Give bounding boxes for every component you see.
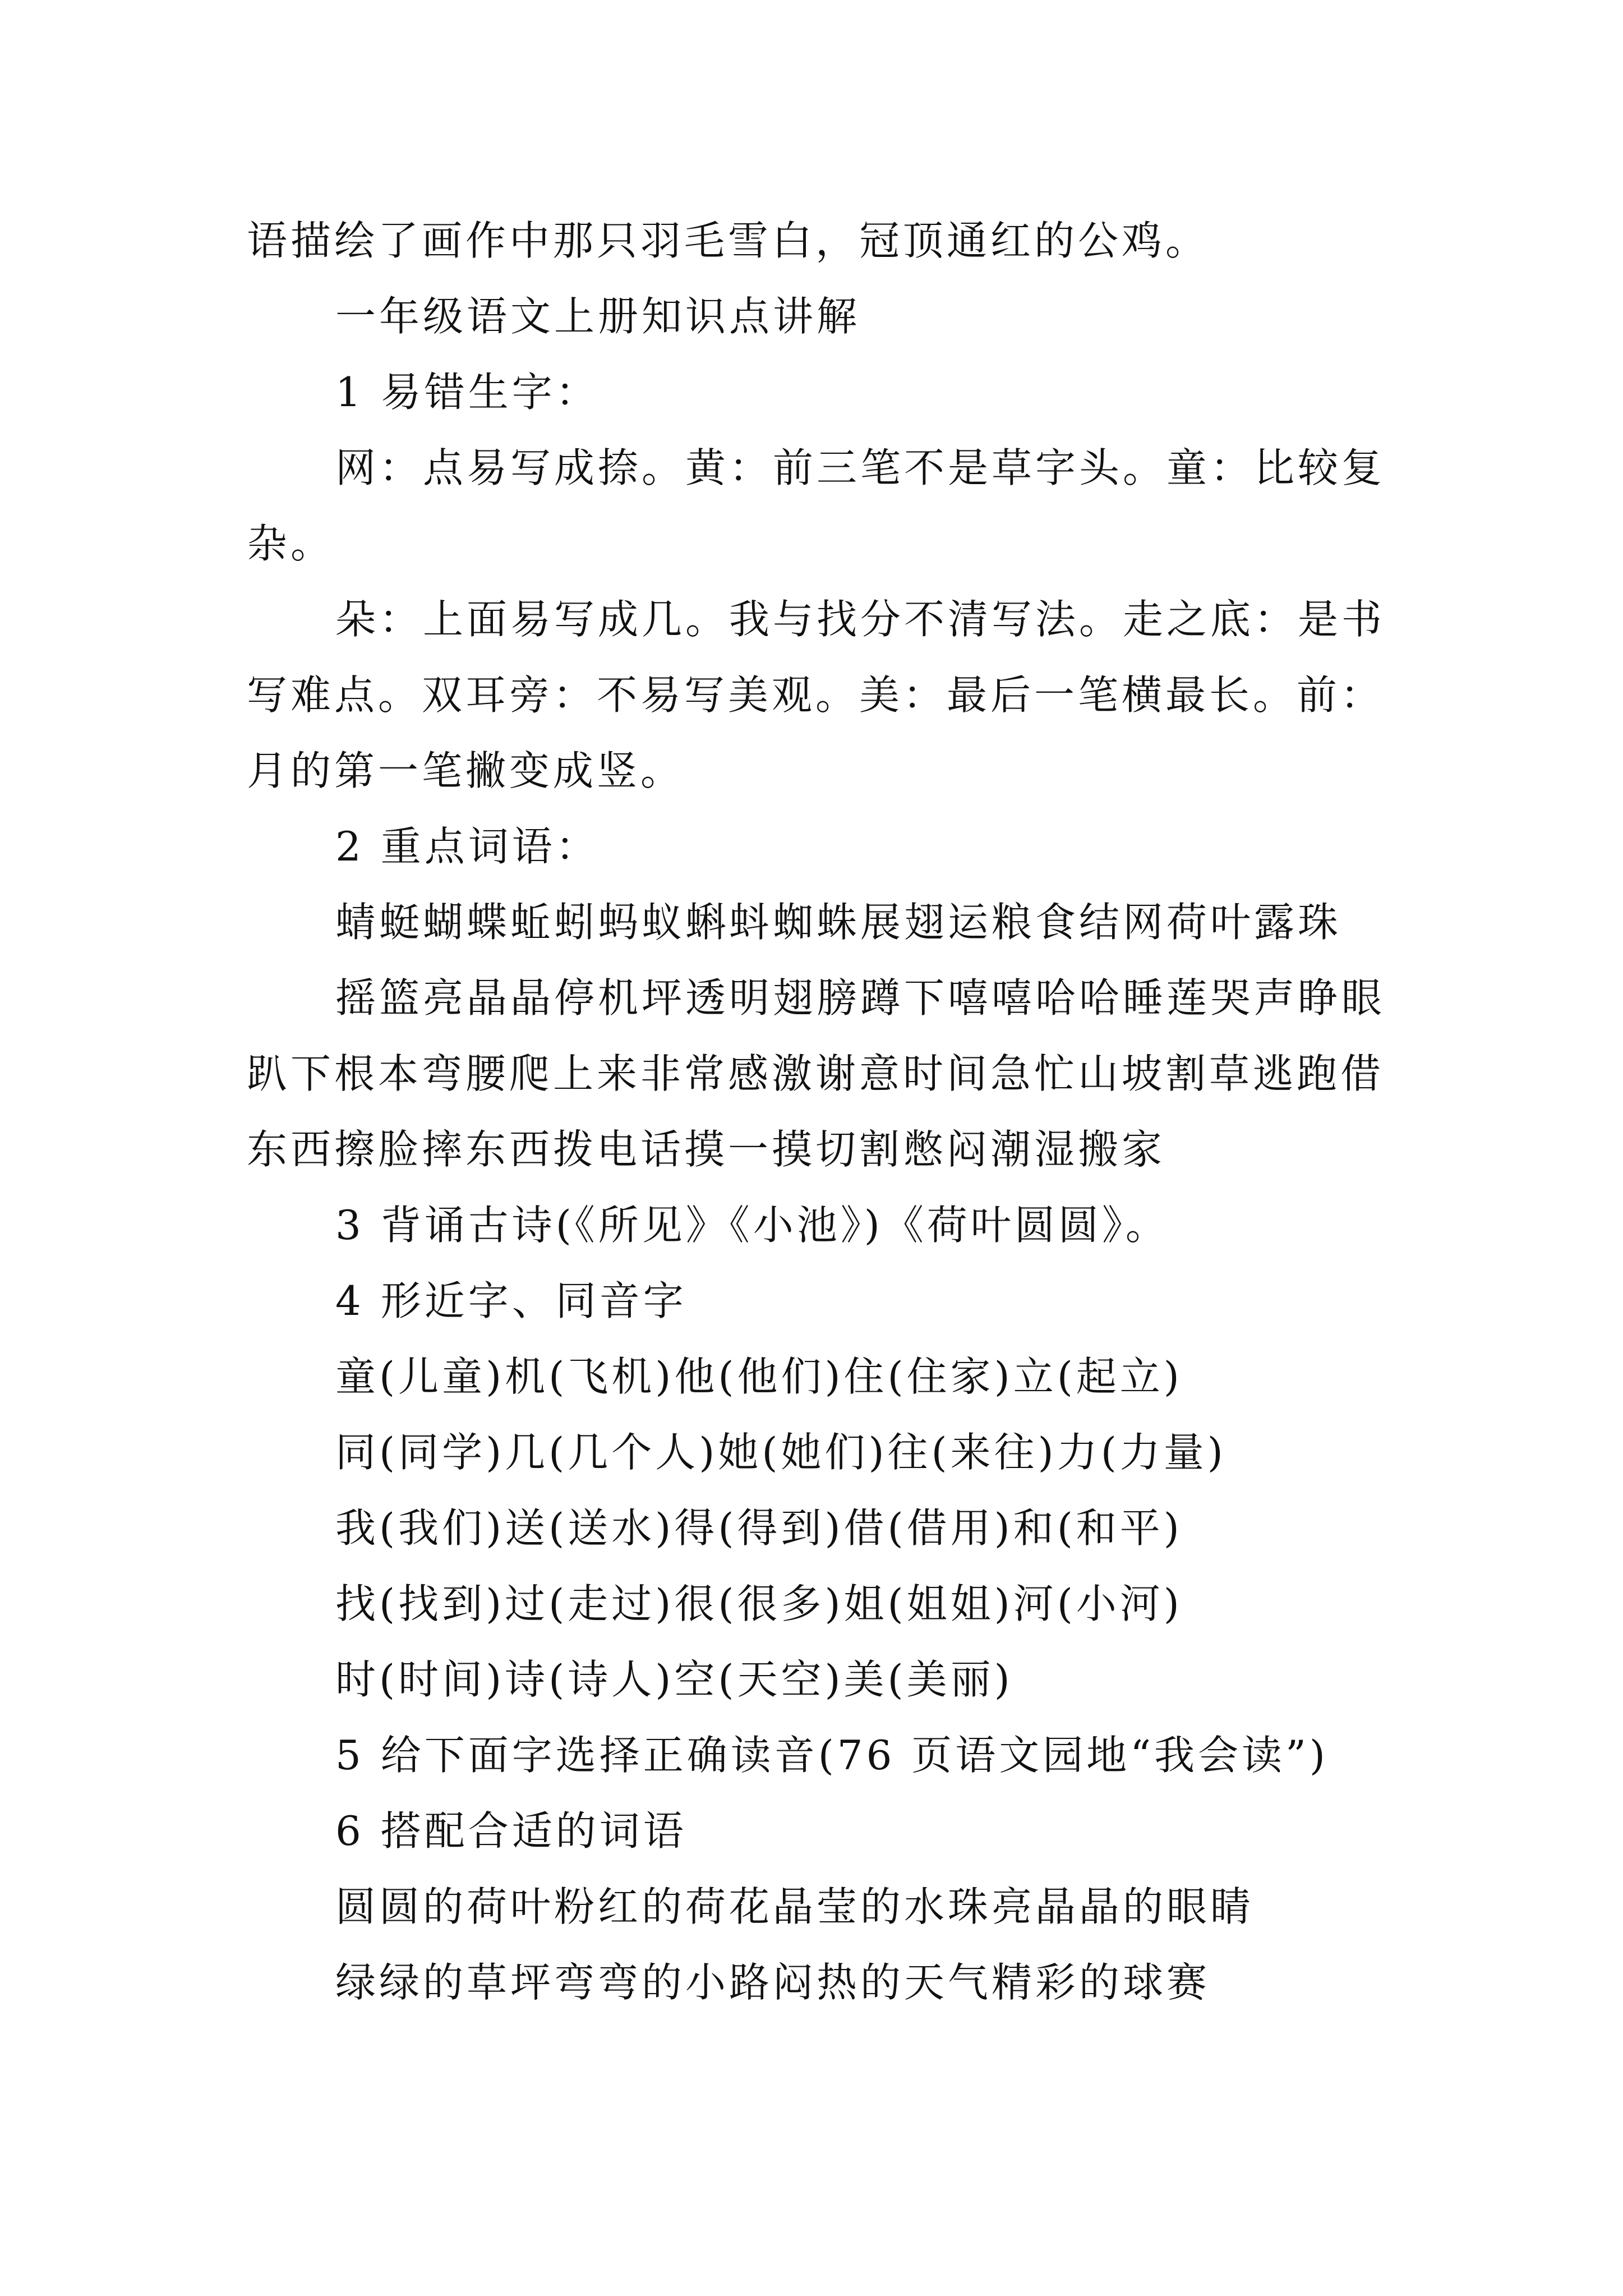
heading-pronunciation: 5 给下面字选择正确读音(76 页语文园地“我会读”) (335, 1732, 1329, 1779)
paragraph-key-words-2: 摇篮亮晶晶停机坪透明翅膀蹲下嘻嘻哈哈睡莲哭声睁眼趴下根本弯腰爬上来非常感激谢意时间急忙山坡割草逃跑借东西擦脸摔东西拨电话摸一摸切割憋闷潮湿搬家 (247, 974, 1386, 1173)
document-body (247, 203, 1385, 2021)
paragraph-key-words-1: 蜻蜓蝴蝶蚯蚓蚂蚁蝌蚪蜘蛛展翅运粮食结网荷叶露珠 (335, 899, 1342, 946)
heading-key-words: 2 重点词语： (335, 823, 600, 870)
heading-poems: 3 背诵古诗(《所见》《小池》)《荷叶圆圆》。 (335, 1202, 1169, 1249)
heading-similar-characters: 4 形近字、同音字 (335, 1277, 687, 1324)
paragraph-continuation: 语描绘了画作中那只羽毛雪白，冠顶通红的公鸡。 (247, 217, 1210, 264)
word-matching-row-2: 绿绿的草坪弯弯的小路闷热的天气精彩的球赛 (335, 1959, 1211, 2006)
paragraph-characters-2: 朵：上面易写成几。我与找分不清写法。走之底：是书写难点。双耳旁：不易写美观。美：最后一笔横最长。前：月的第一笔撇变成竖。 (247, 596, 1386, 794)
word-matching-row-1: 圆圆的荷叶粉红的荷花晶莹的水珠亮晶晶的眼睛 (335, 1883, 1255, 1930)
similar-characters-row-3: 我(我们)送(送水)得(得到)借(借用)和(和平) (335, 1504, 1183, 1552)
section-title: 一年级语文上册知识点讲解 (335, 293, 861, 340)
similar-characters-row-4: 找(找到)过(走过)很(很多)姐(姐姐)河(小河) (335, 1580, 1183, 1627)
similar-characters-row-2: 同(同学)几(几个人)她(她们)往(来往)力(力量) (335, 1429, 1227, 1476)
similar-characters-row-1: 童(儿童)机(飞机)他(他们)住(住家)立(起立) (335, 1353, 1183, 1400)
heading-error-prone-characters: 1 易错生字： (335, 369, 600, 416)
similar-characters-row-5: 时(时间)诗(诗人)空(天空)美(美丽) (335, 1656, 1013, 1703)
paragraph-characters-1: 网：点易写成捺。黄：前三笔不是草字头。童：比较复杂。 (247, 444, 1386, 567)
heading-word-matching: 6 搭配合适的词语 (335, 1807, 687, 1855)
